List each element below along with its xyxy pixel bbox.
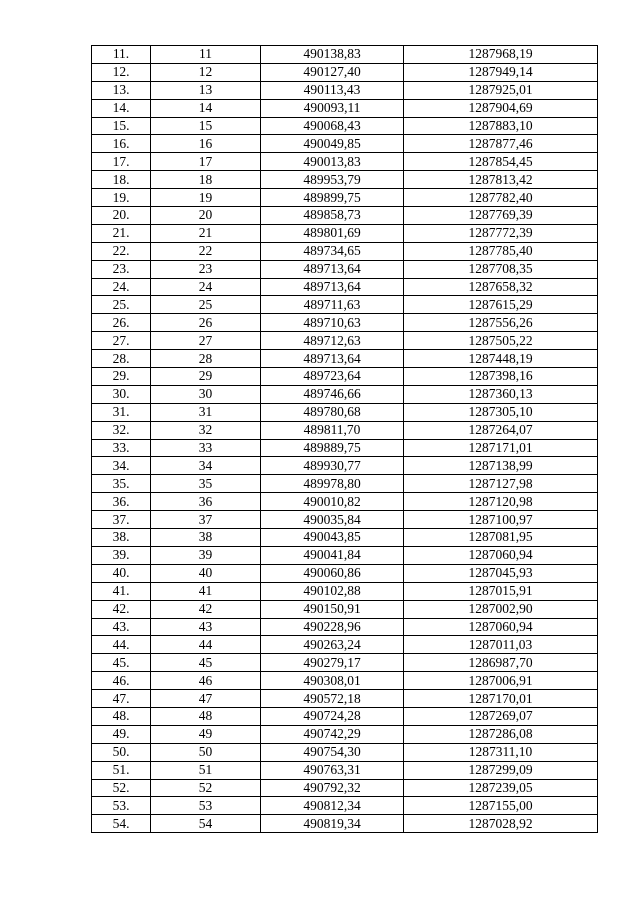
row-number-cell: 42. (92, 600, 151, 618)
point-number-cell: 53 (151, 797, 261, 815)
table-row (92, 153, 598, 171)
table-row (92, 761, 598, 779)
table-row (92, 314, 598, 332)
table-row (92, 707, 598, 725)
y-coordinate-cell: 1287615,29 (404, 296, 598, 314)
point-number-cell: 35 (151, 475, 261, 493)
row-number-cell: 16. (92, 135, 151, 153)
row-number-cell: 15. (92, 117, 151, 135)
y-coordinate-cell: 1287100,97 (404, 511, 598, 529)
point-number-cell: 21 (151, 224, 261, 242)
x-coordinate-cell: 490041,84 (261, 546, 404, 564)
row-number-cell: 46. (92, 672, 151, 690)
y-coordinate-cell: 1287813,42 (404, 171, 598, 189)
point-number-cell: 16 (151, 135, 261, 153)
x-coordinate-cell: 490308,01 (261, 672, 404, 690)
point-number-cell: 24 (151, 278, 261, 296)
row-number-cell: 40. (92, 564, 151, 582)
x-coordinate-cell: 490279,17 (261, 654, 404, 672)
point-number-cell: 37 (151, 511, 261, 529)
row-number-cell: 11. (92, 46, 151, 64)
row-number-cell: 53. (92, 797, 151, 815)
x-coordinate-cell: 490127,40 (261, 63, 404, 81)
x-coordinate-cell: 490013,83 (261, 153, 404, 171)
x-coordinate-cell: 490150,91 (261, 600, 404, 618)
y-coordinate-cell: 1287769,39 (404, 207, 598, 225)
y-coordinate-cell: 1287854,45 (404, 153, 598, 171)
row-number-cell: 13. (92, 81, 151, 99)
y-coordinate-cell: 1287658,32 (404, 278, 598, 296)
point-number-cell: 17 (151, 153, 261, 171)
y-coordinate-cell: 1287556,26 (404, 314, 598, 332)
row-number-cell: 25. (92, 296, 151, 314)
x-coordinate-cell: 490263,24 (261, 636, 404, 654)
x-coordinate-cell: 489978,80 (261, 475, 404, 493)
table-row (92, 439, 598, 457)
table-row (92, 171, 598, 189)
table-row (92, 546, 598, 564)
table-row (92, 815, 598, 833)
row-number-cell: 37. (92, 511, 151, 529)
point-number-cell: 50 (151, 743, 261, 761)
row-number-cell: 47. (92, 690, 151, 708)
x-coordinate-cell: 490724,28 (261, 707, 404, 725)
y-coordinate-cell: 1287708,35 (404, 260, 598, 278)
point-number-cell: 33 (151, 439, 261, 457)
x-coordinate-cell: 489780,68 (261, 403, 404, 421)
x-coordinate-cell: 490049,85 (261, 135, 404, 153)
x-coordinate-cell: 490792,32 (261, 779, 404, 797)
y-coordinate-cell: 1287360,13 (404, 385, 598, 403)
y-coordinate-cell: 1287120,98 (404, 493, 598, 511)
row-number-cell: 39. (92, 546, 151, 564)
table-row (92, 207, 598, 225)
table-row (92, 690, 598, 708)
y-coordinate-cell: 1287028,92 (404, 815, 598, 833)
point-number-cell: 23 (151, 260, 261, 278)
x-coordinate-cell: 490068,43 (261, 117, 404, 135)
x-coordinate-cell: 489953,79 (261, 171, 404, 189)
row-number-cell: 52. (92, 779, 151, 797)
y-coordinate-cell: 1287398,16 (404, 368, 598, 386)
table-row (92, 582, 598, 600)
y-coordinate-cell: 1287925,01 (404, 81, 598, 99)
table-row (92, 797, 598, 815)
row-number-cell: 14. (92, 99, 151, 117)
y-coordinate-cell: 1287883,10 (404, 117, 598, 135)
y-coordinate-cell: 1287286,08 (404, 725, 598, 743)
point-number-cell: 30 (151, 385, 261, 403)
x-coordinate-cell: 490572,18 (261, 690, 404, 708)
row-number-cell: 17. (92, 153, 151, 171)
table-row (92, 368, 598, 386)
x-coordinate-cell: 490754,30 (261, 743, 404, 761)
y-coordinate-cell: 1287060,94 (404, 618, 598, 636)
row-number-cell: 18. (92, 171, 151, 189)
table-row (92, 529, 598, 547)
point-number-cell: 20 (151, 207, 261, 225)
table-row (92, 672, 598, 690)
row-number-cell: 45. (92, 654, 151, 672)
point-number-cell: 36 (151, 493, 261, 511)
point-number-cell: 54 (151, 815, 261, 833)
y-coordinate-cell: 1287239,05 (404, 779, 598, 797)
x-coordinate-cell: 490812,34 (261, 797, 404, 815)
point-number-cell: 40 (151, 564, 261, 582)
table-row (92, 421, 598, 439)
point-number-cell: 43 (151, 618, 261, 636)
point-number-cell: 15 (151, 117, 261, 135)
x-coordinate-cell: 489713,64 (261, 278, 404, 296)
row-number-cell: 33. (92, 439, 151, 457)
point-number-cell: 31 (151, 403, 261, 421)
table-row (92, 654, 598, 672)
row-number-cell: 32. (92, 421, 151, 439)
point-number-cell: 39 (151, 546, 261, 564)
x-coordinate-cell: 489746,66 (261, 385, 404, 403)
table-row (92, 46, 598, 64)
row-number-cell: 41. (92, 582, 151, 600)
x-coordinate-cell: 489712,63 (261, 332, 404, 350)
point-number-cell: 28 (151, 350, 261, 368)
row-number-cell: 38. (92, 529, 151, 547)
x-coordinate-cell: 490093,11 (261, 99, 404, 117)
x-coordinate-cell: 489930,77 (261, 457, 404, 475)
table-row (92, 260, 598, 278)
point-number-cell: 26 (151, 314, 261, 332)
y-coordinate-cell: 1287269,07 (404, 707, 598, 725)
point-number-cell: 32 (151, 421, 261, 439)
x-coordinate-cell: 490138,83 (261, 46, 404, 64)
table-row (92, 63, 598, 81)
point-number-cell: 34 (151, 457, 261, 475)
row-number-cell: 36. (92, 493, 151, 511)
x-coordinate-cell: 489811,70 (261, 421, 404, 439)
x-coordinate-cell: 490228,96 (261, 618, 404, 636)
y-coordinate-cell: 1287015,91 (404, 582, 598, 600)
row-number-cell: 27. (92, 332, 151, 350)
table-row (92, 189, 598, 207)
table-row (92, 457, 598, 475)
table-row (92, 278, 598, 296)
table-row (92, 636, 598, 654)
y-coordinate-cell: 1287045,93 (404, 564, 598, 582)
x-coordinate-cell: 490763,31 (261, 761, 404, 779)
x-coordinate-cell: 489801,69 (261, 224, 404, 242)
y-coordinate-cell: 1287299,09 (404, 761, 598, 779)
row-number-cell: 19. (92, 189, 151, 207)
y-coordinate-cell: 1287060,94 (404, 546, 598, 564)
table-row (92, 117, 598, 135)
x-coordinate-cell: 489713,64 (261, 350, 404, 368)
table-row (92, 332, 598, 350)
table-row (92, 99, 598, 117)
table-row (92, 81, 598, 99)
row-number-cell: 49. (92, 725, 151, 743)
x-coordinate-cell: 490113,43 (261, 81, 404, 99)
row-number-cell: 26. (92, 314, 151, 332)
table-row (92, 493, 598, 511)
coordinates-table-body (92, 46, 598, 833)
table-row (92, 564, 598, 582)
point-number-cell: 25 (151, 296, 261, 314)
y-coordinate-cell: 1287171,01 (404, 439, 598, 457)
row-number-cell: 12. (92, 63, 151, 81)
row-number-cell: 21. (92, 224, 151, 242)
x-coordinate-cell: 490043,85 (261, 529, 404, 547)
row-number-cell: 44. (92, 636, 151, 654)
point-number-cell: 19 (151, 189, 261, 207)
row-number-cell: 50. (92, 743, 151, 761)
row-number-cell: 30. (92, 385, 151, 403)
point-number-cell: 51 (151, 761, 261, 779)
point-number-cell: 14 (151, 99, 261, 117)
table-row (92, 385, 598, 403)
table-row (92, 242, 598, 260)
point-number-cell: 12 (151, 63, 261, 81)
row-number-cell: 24. (92, 278, 151, 296)
y-coordinate-cell: 1287081,95 (404, 529, 598, 547)
point-number-cell: 44 (151, 636, 261, 654)
table-row (92, 224, 598, 242)
table-row (92, 779, 598, 797)
y-coordinate-cell: 1287968,19 (404, 46, 598, 64)
point-number-cell: 18 (151, 171, 261, 189)
point-number-cell: 38 (151, 529, 261, 547)
row-number-cell: 43. (92, 618, 151, 636)
row-number-cell: 28. (92, 350, 151, 368)
x-coordinate-cell: 489734,65 (261, 242, 404, 260)
x-coordinate-cell: 490742,29 (261, 725, 404, 743)
x-coordinate-cell: 489889,75 (261, 439, 404, 457)
point-number-cell: 49 (151, 725, 261, 743)
y-coordinate-cell: 1287877,46 (404, 135, 598, 153)
table-row (92, 725, 598, 743)
point-number-cell: 46 (151, 672, 261, 690)
y-coordinate-cell: 1287127,98 (404, 475, 598, 493)
coordinates-table (91, 45, 598, 833)
row-number-cell: 34. (92, 457, 151, 475)
point-number-cell: 13 (151, 81, 261, 99)
table-row (92, 350, 598, 368)
row-number-cell: 23. (92, 260, 151, 278)
table-row (92, 600, 598, 618)
y-coordinate-cell: 1287949,14 (404, 63, 598, 81)
table-row (92, 403, 598, 421)
row-number-cell: 48. (92, 707, 151, 725)
table-row (92, 511, 598, 529)
y-coordinate-cell: 1287002,90 (404, 600, 598, 618)
table-row (92, 618, 598, 636)
point-number-cell: 48 (151, 707, 261, 725)
point-number-cell: 42 (151, 600, 261, 618)
x-coordinate-cell: 489713,64 (261, 260, 404, 278)
y-coordinate-cell: 1287782,40 (404, 189, 598, 207)
x-coordinate-cell: 490102,88 (261, 582, 404, 600)
row-number-cell: 51. (92, 761, 151, 779)
y-coordinate-cell: 1287505,22 (404, 332, 598, 350)
table-row (92, 475, 598, 493)
table-row (92, 296, 598, 314)
y-coordinate-cell: 1287448,19 (404, 350, 598, 368)
y-coordinate-cell: 1287305,10 (404, 403, 598, 421)
row-number-cell: 29. (92, 368, 151, 386)
y-coordinate-cell: 1287138,99 (404, 457, 598, 475)
y-coordinate-cell: 1287785,40 (404, 242, 598, 260)
point-number-cell: 22 (151, 242, 261, 260)
y-coordinate-cell: 1287311,10 (404, 743, 598, 761)
point-number-cell: 41 (151, 582, 261, 600)
y-coordinate-cell: 1287264,07 (404, 421, 598, 439)
x-coordinate-cell: 490035,84 (261, 511, 404, 529)
x-coordinate-cell: 489711,63 (261, 296, 404, 314)
table-row (92, 135, 598, 153)
x-coordinate-cell: 489858,73 (261, 207, 404, 225)
point-number-cell: 11 (151, 46, 261, 64)
table-row (92, 743, 598, 761)
x-coordinate-cell: 490010,82 (261, 493, 404, 511)
point-number-cell: 47 (151, 690, 261, 708)
row-number-cell: 54. (92, 815, 151, 833)
x-coordinate-cell: 489723,64 (261, 368, 404, 386)
row-number-cell: 31. (92, 403, 151, 421)
x-coordinate-cell: 490819,34 (261, 815, 404, 833)
y-coordinate-cell: 1287904,69 (404, 99, 598, 117)
point-number-cell: 45 (151, 654, 261, 672)
x-coordinate-cell: 489899,75 (261, 189, 404, 207)
y-coordinate-cell: 1287772,39 (404, 224, 598, 242)
point-number-cell: 29 (151, 368, 261, 386)
row-number-cell: 22. (92, 242, 151, 260)
row-number-cell: 35. (92, 475, 151, 493)
x-coordinate-cell: 489710,63 (261, 314, 404, 332)
point-number-cell: 27 (151, 332, 261, 350)
row-number-cell: 20. (92, 207, 151, 225)
y-coordinate-cell: 1287006,91 (404, 672, 598, 690)
y-coordinate-cell: 1287011,03 (404, 636, 598, 654)
x-coordinate-cell: 490060,86 (261, 564, 404, 582)
y-coordinate-cell: 1287155,00 (404, 797, 598, 815)
y-coordinate-cell: 1287170,01 (404, 690, 598, 708)
point-number-cell: 52 (151, 779, 261, 797)
y-coordinate-cell: 1286987,70 (404, 654, 598, 672)
